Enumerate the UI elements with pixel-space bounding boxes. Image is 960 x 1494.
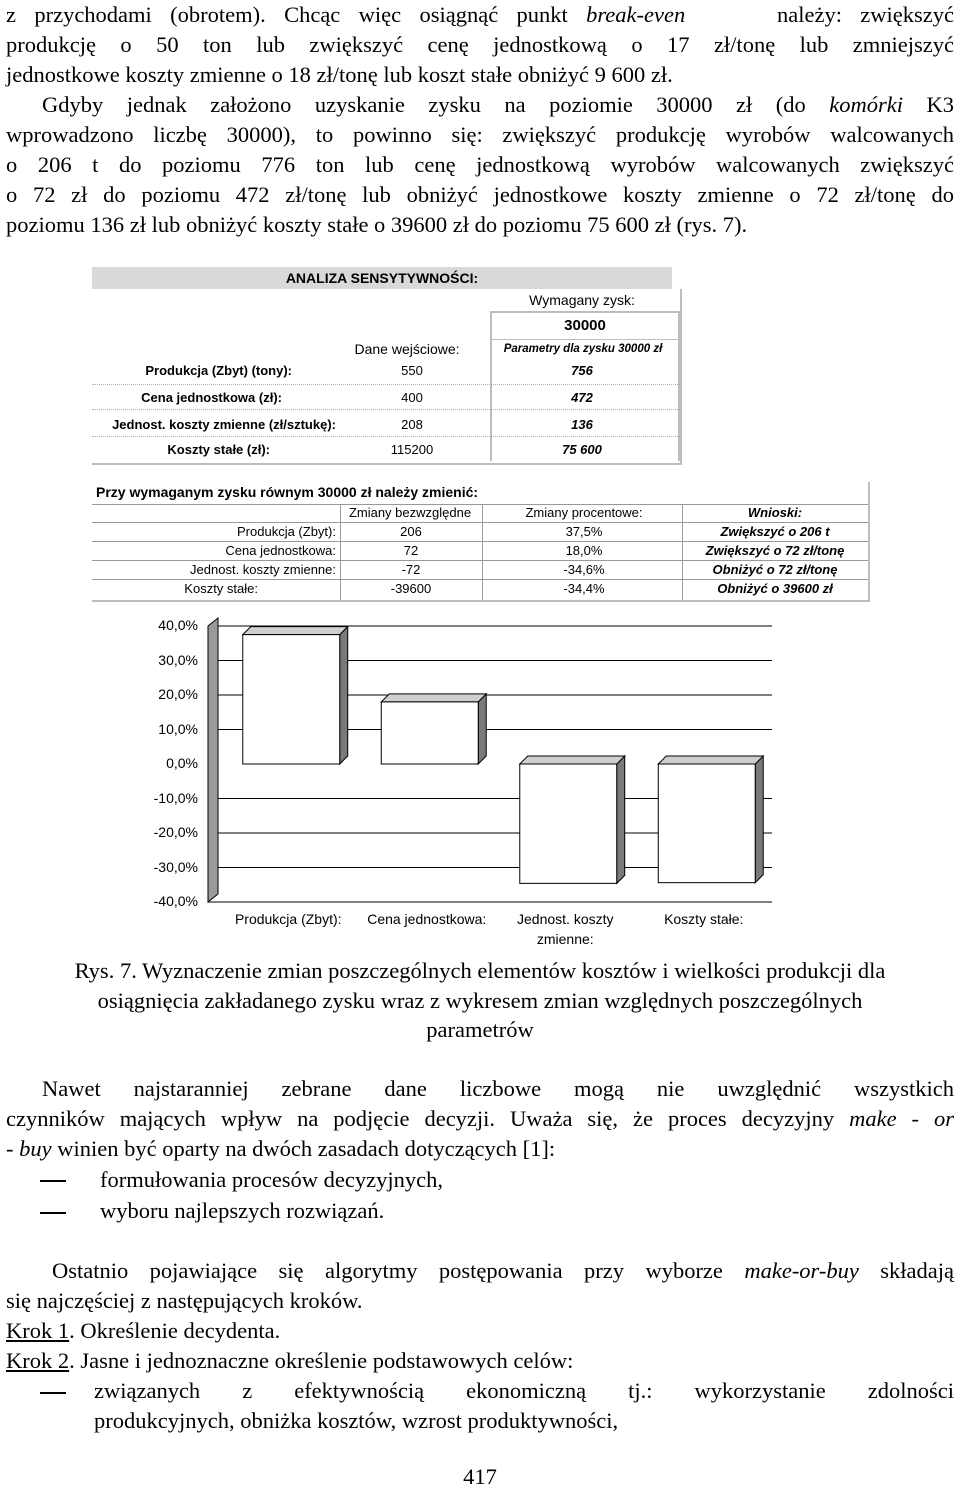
result-value: 472 <box>571 390 593 405</box>
conclusion: Zwiększyć o 206 t <box>720 524 830 539</box>
bullet-item: produkcyjnych, obniżka kosztów, wzrost produktywności, <box>94 1408 619 1433</box>
abs-change: -39600 <box>390 581 432 596</box>
y-tick-label: -30,0% <box>153 858 198 875</box>
text-line: Gdyby jednak założono uzyskanie zysku na poziomie 30000 zł (do komórki K3 <box>42 92 955 117</box>
sheet-title: ANALIZA SENSYTYWNOŚCI: <box>92 267 672 289</box>
conclusion: Obniżyć o 72 zł/tonę <box>712 562 838 577</box>
caption-line: parametrów <box>426 1017 534 1042</box>
step-label: Krok 2 <box>6 1348 70 1373</box>
result-value: 136 <box>571 417 593 432</box>
bar-side <box>755 756 763 883</box>
required-profit-value: 30000 <box>564 317 606 334</box>
text-line: Ostatnio pojawiające się algorytmy postępowania przy wyborze make-or-buy składają <box>52 1258 954 1283</box>
input-value[interactable]: 400 <box>401 390 423 405</box>
result-value: 75 600 <box>562 442 602 457</box>
bar <box>381 702 478 764</box>
bar <box>658 764 755 883</box>
header-absolute: Zmiany bezwzględne <box>348 505 472 520</box>
header-percent: Zmiany procentowe: <box>525 505 643 520</box>
text-line: się najczęściej z następujących kroków. <box>6 1288 363 1313</box>
x-category-label: Produkcja (Zbyt): <box>234 911 342 927</box>
y-tick-label: 0,0% <box>166 755 198 771</box>
text-line: - buy winien być oparty na dwóch zasadach dotyczących [1]: <box>6 1136 556 1161</box>
abs-change: 206 <box>400 524 422 539</box>
text-line: poziomu 136 zł lub obniżyć koszty stałe o 39600 zł do poziomu 75 600 zł (rys. 7). <box>6 212 748 237</box>
step-line: Krok 2. Jasne i jednoznaczne określenie podstawowych celów: <box>6 1348 574 1373</box>
conclusion: Zwiększyć o 72 zł/tonę <box>705 543 845 558</box>
abs-change: -72 <box>401 562 421 577</box>
bar-side <box>478 694 486 764</box>
conclusion: Obniżyć o 39600 zł <box>717 581 833 596</box>
bar <box>520 764 617 883</box>
y-tick-label: -10,0% <box>153 789 198 806</box>
page-number: 417 <box>463 1464 497 1489</box>
text-line: czynników mających wpływ na podjęcie decyzji. Uważa się, że proces decyzyjny make - or <box>6 1106 954 1131</box>
y-tick-label: 20,0% <box>158 686 198 702</box>
step-line: Krok 1. Określenie decydenta. <box>6 1318 281 1343</box>
row-label: Jednost. koszty zmienne: <box>190 562 336 577</box>
bar-top <box>658 756 763 764</box>
text-line: o 72 zł do poziomu 472 zł/tonę lub obniżyć jednostkowe koszty zmienne o 72 zł/tonę do <box>6 182 954 207</box>
y-tick-label: -20,0% <box>153 824 198 840</box>
dash-bullet <box>40 1212 66 1214</box>
header-conclusions: Wnioski: <box>747 505 803 520</box>
text-line: o 206 t do poziomu 776 ton lub cenę jednostkową wyrobów walcowanych zwiększyć <box>6 152 954 177</box>
y-tick-label: 30,0% <box>158 651 198 668</box>
input-value[interactable]: 208 <box>401 417 423 432</box>
caption-line: Rys. 7. Wyznaczenie zmian poszczególnych elementów kosztów i wielkości produkcji dla <box>74 958 886 983</box>
y-tick-label: -40,0% <box>153 893 198 909</box>
x-category-label: Koszty stałe: <box>664 911 744 927</box>
text-line: Nawet najstaranniej zebrane dane liczbowe mogą nie uwzględnić wszystkich <box>42 1076 954 1101</box>
chart-side-wall <box>208 618 218 902</box>
input-value[interactable]: 550 <box>401 363 423 378</box>
pct-change: 37,5% <box>565 524 603 539</box>
row-label: Koszty stałe: <box>184 581 258 596</box>
params-header: Parametry dla zysku 30000 zł <box>503 343 663 355</box>
pct-change: -34,4% <box>563 581 605 596</box>
y-tick-label: 40,0% <box>158 617 198 633</box>
text-line: jednostkowe koszty zmienne o 18 zł/tonę lub koszt stałe obniżyć 9 600 zł. <box>6 62 673 87</box>
bar-side <box>340 627 348 764</box>
pct-change: -34,6% <box>563 562 605 577</box>
caption-line: osiągnięcia zakładanego zysku wraz z wykresem zmian względnych poszczególnych <box>97 988 863 1013</box>
bar <box>243 635 340 764</box>
input-header: Dane wejściowe: <box>354 341 460 357</box>
row-label: Produkcja (Zbyt): <box>237 524 336 539</box>
result-value: 756 <box>571 363 593 378</box>
dash-bullet <box>40 1392 66 1394</box>
abs-change: 72 <box>403 543 419 558</box>
row-label: Cena jednostkowa: <box>225 543 336 558</box>
bullet-item: związanych z efektywnością ekonomiczną tj.: wykorzystanie zdolności <box>94 1378 954 1403</box>
dash-bullet <box>40 1180 66 1182</box>
bullet-item: formułowania procesów decyzyjnych, <box>100 1167 444 1192</box>
bar-top <box>243 627 348 635</box>
pct-change: 18,0% <box>565 543 603 558</box>
bar-top <box>381 694 486 702</box>
row-label: Cena jednostkowa (zł): <box>141 390 282 405</box>
bullet-item: wyboru najlepszych rozwiązań. <box>100 1198 385 1223</box>
x-category-label: Cena jednostkowa: <box>367 911 487 927</box>
y-tick-label: 10,0% <box>158 720 198 737</box>
text-line: produkcję o 50 ton lub zwiększyć cenę jednostkową o 17 zł/tonę lub zmniejszyć <box>6 32 954 57</box>
bar-side <box>617 756 625 883</box>
x-category-label: Jednost. koszty zmienne: <box>517 911 614 947</box>
row-label: Produkcja (Zbyt) (tony): <box>145 363 292 378</box>
text-line: z przychodami (obrotem). Chcąc więc osiągnąć punkt break-even należy: zwiększyć <box>6 2 954 27</box>
input-value[interactable]: 115200 <box>390 442 434 457</box>
bar-top <box>520 756 625 764</box>
row-label: Koszty stałe (zł): <box>167 442 270 457</box>
required-profit-label: Wymagany zysk: <box>529 292 635 308</box>
changes-title: Przy wymaganym zysku równym 30000 zł należy zmienić: <box>96 484 479 500</box>
row-label: Jednost. koszty zmienne (zł/sztukę): <box>112 417 336 432</box>
text-line: wprowadzono liczbę 30000), to powinno się: zwiększyć produkcję wyrobów walcowanych <box>6 122 954 147</box>
step-label: Krok 1 <box>6 1318 70 1343</box>
